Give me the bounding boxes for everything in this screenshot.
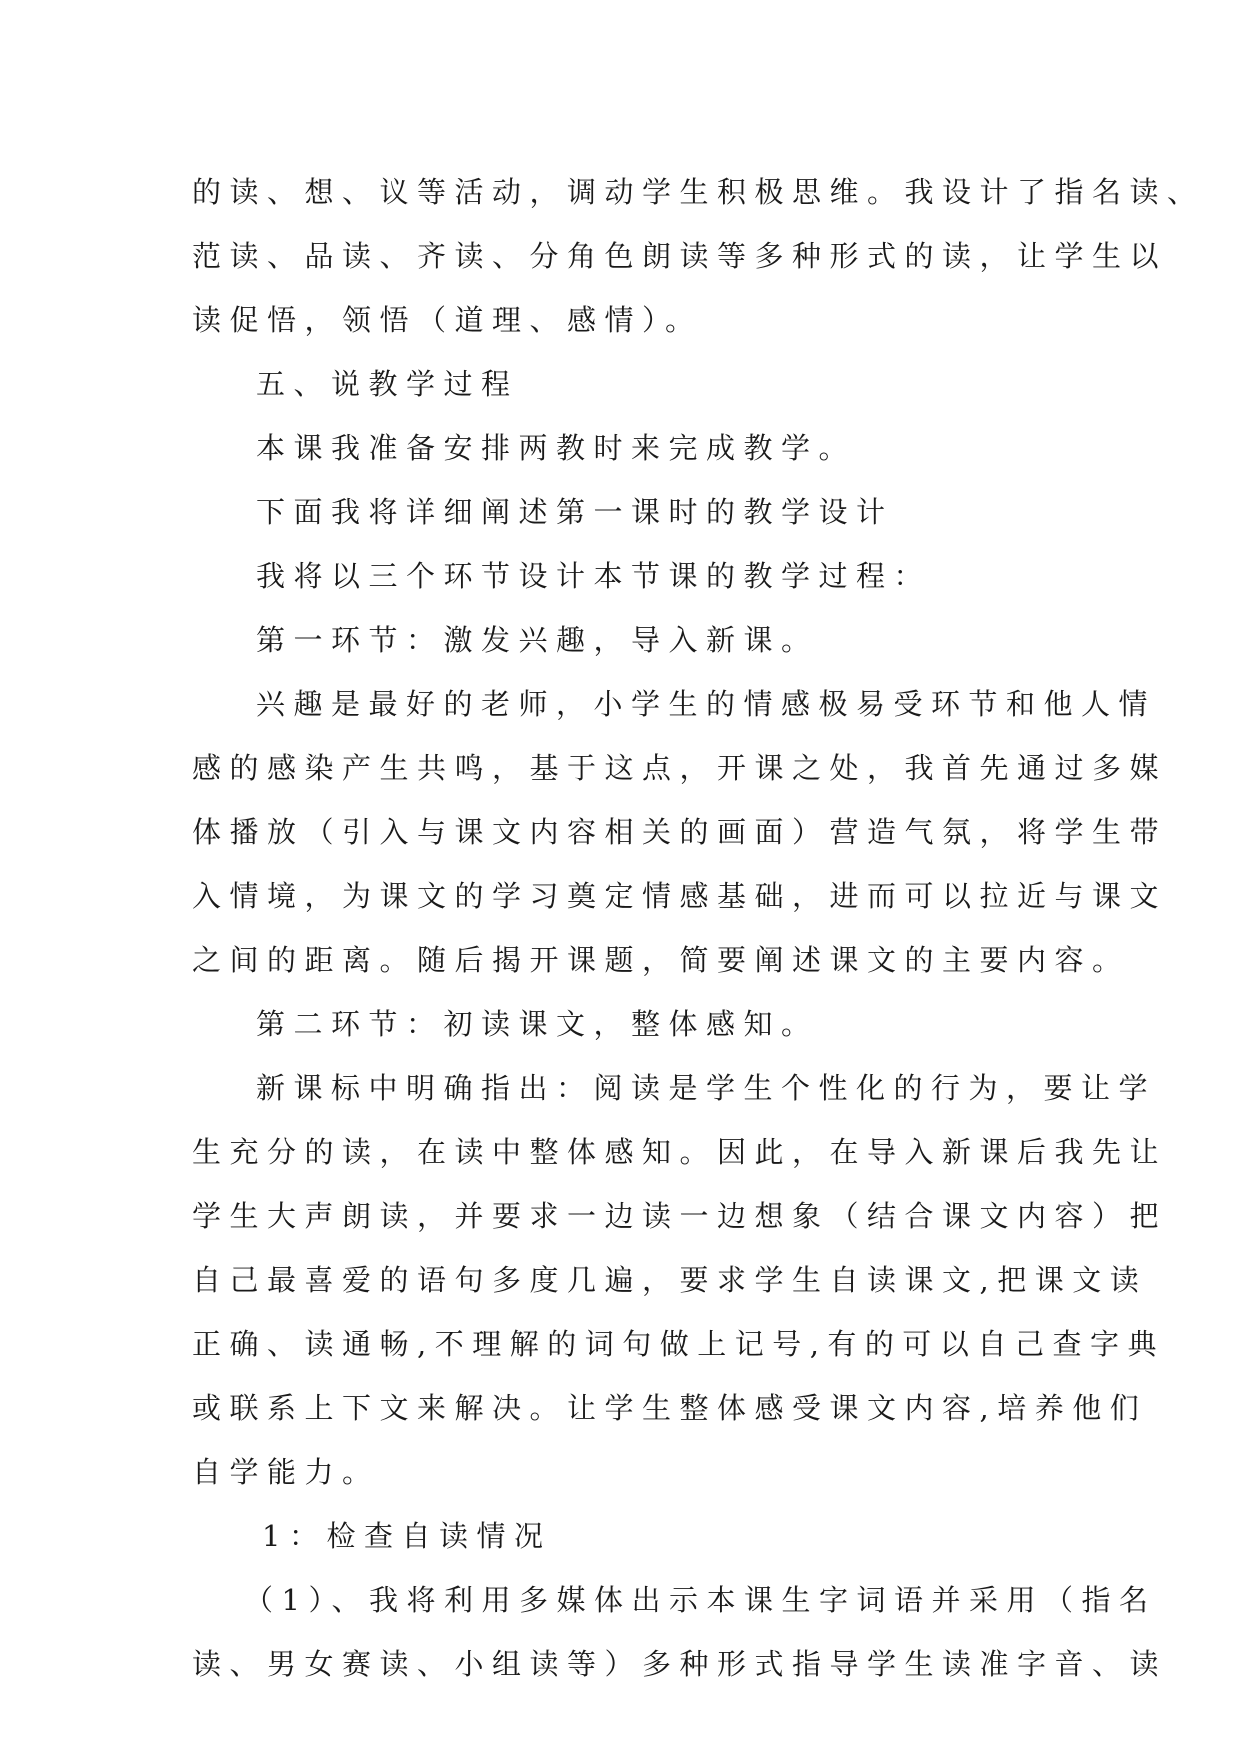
- text-line: 或联系上下文来解决。让学生整体感受课文内容,培养他们: [192, 1391, 1148, 1425]
- text-line: 学生大声朗读，并要求一边读一边想象（结合课文内容）把: [192, 1199, 1168, 1233]
- text-line: 入情境，为课文的学习奠定情感基础，进而可以拉近与课文: [192, 879, 1168, 913]
- text-line: （1）、我将利用多媒体出示本课生字词语并采用（指名: [244, 1583, 1157, 1617]
- text-line: 读、男女赛读、小组读等）多种形式指导学生读准字音、读: [192, 1647, 1168, 1681]
- text-line: 自学能力。: [192, 1455, 380, 1489]
- text-line: 生充分的读，在读中整体感知。因此，在导入新课后我先让: [192, 1135, 1168, 1169]
- document-body: [192, 160, 1205, 1696]
- text-line: 感的感染产生共鸣，基于这点，开课之处，我首先通过多媒: [192, 751, 1168, 785]
- text-line: 兴趣是最好的老师，小学生的情感极易受环节和他人情: [256, 687, 1157, 721]
- text-line: 下面我将详细阐述第一课时的教学设计: [256, 495, 894, 529]
- text-line: 的读、想、议等活动，调动学生积极思维。我设计了指名读、: [192, 175, 1205, 209]
- text-line: 本课我准备安排两教时来完成教学。: [256, 431, 857, 465]
- text-line: 读促悟，领悟（道理、感情）。: [192, 303, 703, 337]
- list-item-heading: 1：检查自读情况: [262, 1519, 552, 1553]
- text-line: 之间的距离。随后揭开课题，简要阐述课文的主要内容。: [192, 943, 1130, 977]
- section-heading: 五、说教学过程: [256, 367, 519, 401]
- subsection-heading: 第一环节：激发兴趣，导入新课。: [256, 623, 819, 657]
- subsection-heading: 第二环节：初读课文，整体感知。: [256, 1007, 819, 1041]
- text-line: 我将以三个环节设计本节课的教学过程：: [256, 559, 932, 593]
- text-line: 范读、品读、齐读、分角色朗读等多种形式的读，让学生以: [192, 239, 1168, 273]
- text-line: 体播放（引入与课文内容相关的画面）营造气氛，将学生带: [192, 815, 1168, 849]
- text-line: 自己最喜爱的语句多度几遍，要求学生自读课文,把课文读: [192, 1263, 1148, 1297]
- text-line: 正确、读通畅,不理解的词句做上记号,有的可以自己查字典: [192, 1327, 1165, 1361]
- text-line: 新课标中明确指出：阅读是学生个性化的行为，要让学: [256, 1071, 1157, 1105]
